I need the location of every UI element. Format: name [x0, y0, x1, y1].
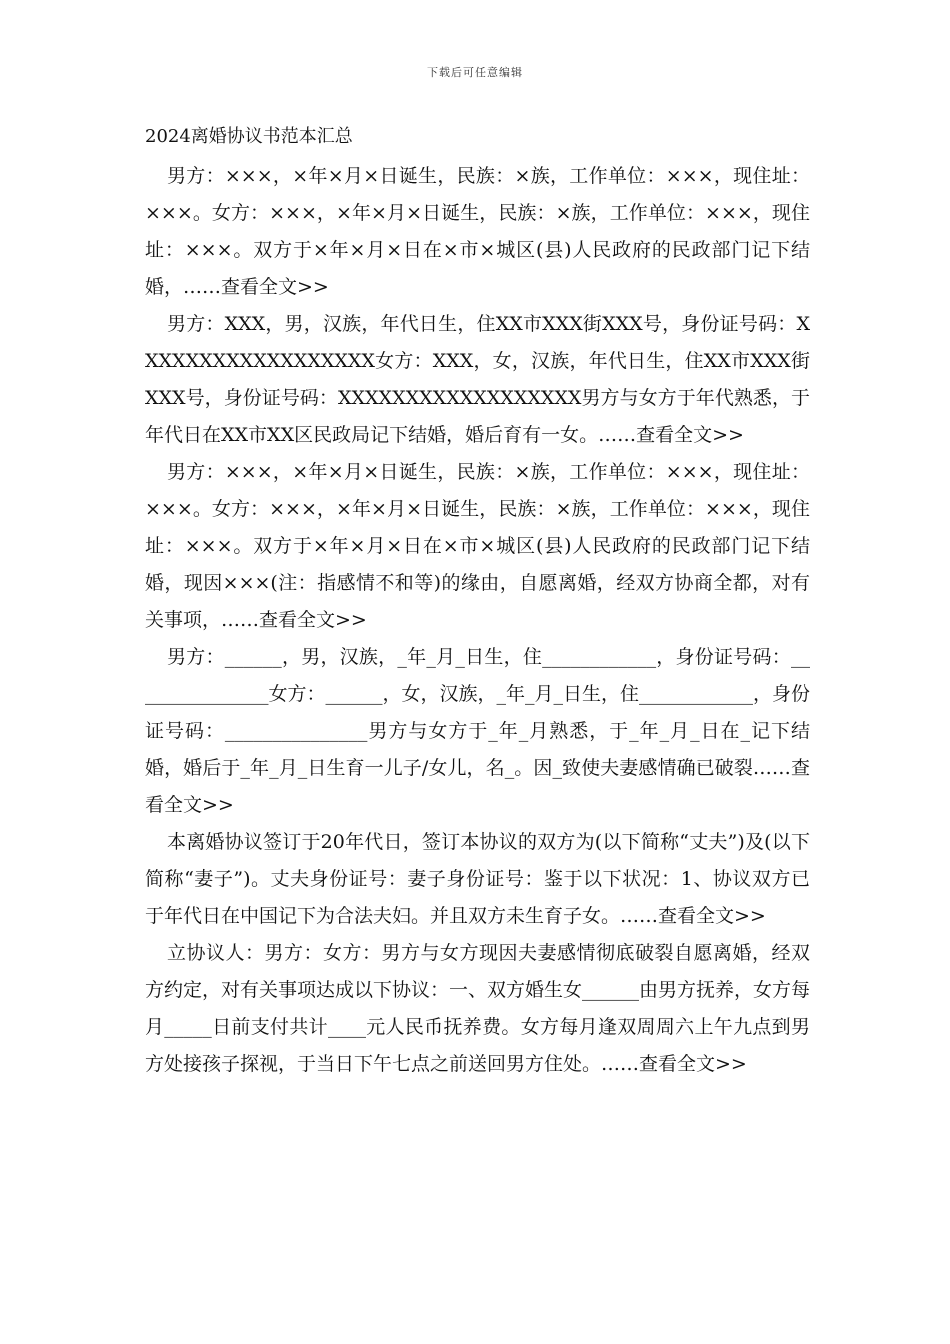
- paragraph-2: 男方：XXX，男，汉族，年代日生，住XX市XXX街XXX号，身份证号码：XXXXXXXXXXXXXXXXXX女方：XXX，女，汉族，年代日生，住XX市XXX街XXX号，身份证号码：XXXXXXXXXXXXXXXXXX男方与女方于年代熟悉，于年代日在XX市XX区民政局记下结婚，婚后育有一女。……查看全文>>: [145, 313, 810, 446]
- document-body: [145, 124, 810, 1083]
- paragraph-1: 男方：×××，×年×月×日诞生，民族：×族，工作单位：×××，现住址：×××。女方：×××，×年×月×日诞生，民族：×族，工作单位：×××，现住址：×××。双方于×年×月×日在×市×城区(县)人民政府的民政部门记下结婚，……查看全文>>: [145, 165, 810, 298]
- document-title: 2024离婚协议书范本汇总: [145, 126, 353, 147]
- paragraph-3: 男方：×××，×年×月×日诞生，民族：×族，工作单位：×××，现住址：×××。女方：×××，×年×月×日诞生，民族：×族，工作单位：×××，现住址：×××。双方于×年×月×日在×市×城区(县)人民政府的民政部门记下结婚，现因×××(注：指感情不和等)的缘由，自愿离婚，经双方协商全都，对有关事项，……查看全文>>: [145, 461, 810, 631]
- paragraph-6: 立协议人：男方：女方：男方与女方现因夫妻感情彻底破裂自愿离婚，经双方约定，对有关事项达成以下协议：一、双方婚生女______由男方抚养，女方每月_____日前支付共计____元人民币抚养费。女方每月逢双周周六上午九点到男方处接孩子探视，于当日下午七点之前送回男方住处。……查看全文>>: [145, 942, 811, 1075]
- paragraph-4: 男方：______，男，汉族，_年_月_日生，住____________，身份证号码：_______________女方：______，女，汉族，_年_月_日生，住____________，身份证号码：_______________男方与女方于_年_月熟悉，于_年_月_日在_记下结婚，婚后于_年_月_日生育一儿子/女儿，名_。因_致使夫妻感情确已破裂……查看全文>>: [145, 646, 811, 816]
- paragraph-5: 本离婚协议签订于20年代日，签订本协议的双方为(以下简称“丈夫”)及(以下简称“妻子”)。丈夫身份证号：妻子身份证号：鉴于以下状况：1、协议双方已于年代日在中国记下为合法夫妇。并且双方未生育子女。……查看全文>>: [145, 831, 810, 927]
- page-header: 下载后可任意编辑: [427, 66, 523, 79]
